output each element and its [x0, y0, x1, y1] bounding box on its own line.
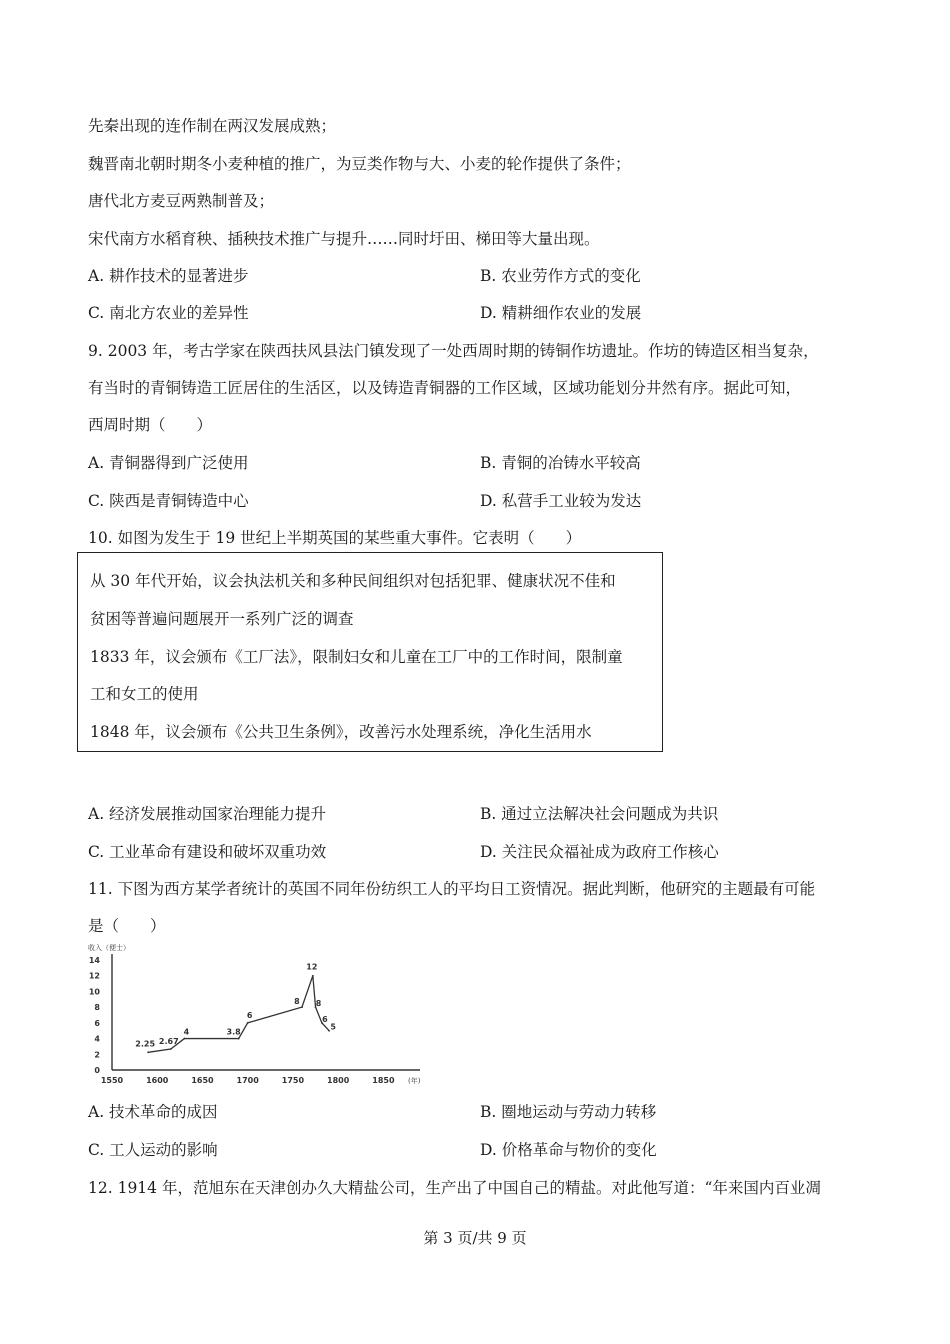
- wage-line-chart: [88, 942, 428, 1090]
- q8-option-a[interactable]: A. 耕作技术的显著进步: [88, 267, 249, 285]
- q8-option-b[interactable]: B. 农业劳作方式的变化: [480, 267, 641, 285]
- q10-option-b[interactable]: B. 通过立法解决社会问题成为共识: [480, 805, 719, 823]
- x-tick-label: 1550: [100, 1076, 124, 1085]
- q9-stem-line-3: 西周时期（ ）: [88, 416, 213, 434]
- q11-option-b[interactable]: B. 圈地运动与劳动力转移: [480, 1103, 657, 1121]
- y-tick-label: 14: [88, 956, 100, 965]
- q9-option-a[interactable]: A. 青铜器得到广泛使用: [88, 454, 249, 472]
- q9-option-b[interactable]: B. 青铜的冶铸水平较高: [480, 454, 641, 472]
- x-tick-label: 1850: [372, 1076, 395, 1085]
- q11-stem-line-2: 是（ ）: [88, 917, 166, 935]
- x-tick-label: 1600: [146, 1076, 169, 1085]
- data-label: 2.25: [135, 1039, 156, 1049]
- q12-stem-line-1: 12. 1914 年，范旭东在天津创办久大精盐公司，生产出了中国自己的精盐。对此他写道：“年来国内百业凋: [88, 1179, 821, 1197]
- q8-material-line-1: 先秦出现的连作制在两汉发展成熟；: [88, 117, 337, 135]
- wage-data-point: [301, 1006, 303, 1008]
- y-tick-label: 2: [94, 1050, 100, 1060]
- y-tick-label: 6: [94, 1018, 100, 1028]
- q10-box-line-5: 1848 年，议会颁布《公共卫生条例》，改善污水处理系统，净化生活用水: [90, 723, 592, 741]
- q10-box-line-4: 工和女工的使用: [90, 685, 199, 703]
- data-label: 4: [183, 1027, 190, 1037]
- q11-option-c[interactable]: C. 工人运动的影响: [88, 1141, 218, 1159]
- q10-option-a[interactable]: A. 经济发展推动国家治理能力提升: [88, 805, 327, 823]
- q8-option-d[interactable]: D. 精耕细作农业的发展: [480, 304, 642, 322]
- data-label: 6: [322, 1014, 328, 1024]
- q8-material-line-4: 宋代南方水稻育秧、插秧技术推广与提升……同时圩田、梯田等大量出现。: [88, 230, 600, 248]
- q10-stem: 10. 如图为发生于 19 世纪上半期英国的某些重大事件。它表明（ ）: [88, 529, 582, 547]
- q10-option-d[interactable]: D. 关注民众福祉成为政府工作核心: [480, 843, 719, 861]
- chart-labels: [88, 943, 421, 1085]
- y-tick-label: 4: [94, 1034, 100, 1044]
- wage-data-point: [247, 1022, 249, 1024]
- data-label: 3.8: [226, 1027, 241, 1037]
- wage-data-point: [238, 1038, 240, 1040]
- wage-data-point: [312, 975, 314, 977]
- q10-box-line-3: 1833 年，议会颁布《工厂法》，限制妇女和儿童在工厂中的工作时间，限制童: [90, 648, 623, 666]
- x-tick-label: 1750: [281, 1076, 305, 1085]
- q9-stem-line-1: 9. 2003 年，考古学家在陕西扶风县法门镇发现了一处西周时期的铸铜作坊遗址。作坊的铸造区相当复杂，: [88, 342, 819, 360]
- q8-option-c[interactable]: C. 南北方农业的差异性: [88, 304, 249, 322]
- q9-option-d[interactable]: D. 私营手工业较为发达: [480, 492, 642, 510]
- data-label: 12: [306, 962, 318, 972]
- y-axis-label: 收入（便士）: [88, 944, 130, 952]
- wage-data-point: [147, 1051, 149, 1053]
- q9-stem-line-2: 有当时的青铜铸造工匠居住的生活区，以及铸造青铜器的工作区域，区域功能划分井然有序。据此可知，: [88, 379, 802, 397]
- q10-box-line-1: 从 30 年代开始，议会执法机关和多种民间组织对包括犯罪、健康状况不佳和: [90, 572, 616, 590]
- q8-material-line-2: 魏晋南北朝时期冬小麦种植的推广，为豆类作物与大、小麦的轮作提供了条件；: [88, 155, 631, 173]
- data-label: 5: [330, 1022, 336, 1032]
- x-axis-unit-label: (年): [408, 1077, 421, 1085]
- x-tick-label: 1650: [191, 1076, 214, 1085]
- page-footer: 第 3 页/共 9 页: [423, 1229, 527, 1247]
- q11-option-d[interactable]: D. 价格革命与物价的变化: [480, 1141, 657, 1159]
- data-label: 8: [294, 997, 300, 1007]
- q10-material-box: [77, 552, 663, 752]
- data-label: 6: [246, 1010, 253, 1020]
- y-tick-label: 12: [88, 971, 100, 981]
- q10-box-line-2: 贫困等普遍问题展开一系列广泛的调查: [90, 610, 354, 628]
- chart-axes: [112, 954, 420, 1070]
- y-tick-label: 0: [94, 1066, 100, 1075]
- q10-option-c[interactable]: C. 工业革命有建设和破坏双重功效: [88, 843, 327, 861]
- q9-option-c[interactable]: C. 陕西是青铜铸造中心: [88, 492, 249, 510]
- q11-option-a[interactable]: A. 技术革命的成因: [88, 1103, 218, 1121]
- y-tick-label: 10: [88, 987, 100, 997]
- q8-material-line-3: 唐代北方麦豆两熟制普及；: [88, 192, 275, 210]
- y-tick-label: 8: [94, 1003, 100, 1013]
- chart-ticks: [89, 956, 395, 1085]
- wage-data-point: [183, 1038, 185, 1040]
- wage-data-point: [170, 1048, 172, 1050]
- q11-stem-line-1: 11. 下图为西方某学者统计的英国不同年份纺织工人的平均日工资情况。据此判断，他研究的主题最有可能: [88, 880, 816, 898]
- data-label: 8: [315, 999, 322, 1009]
- x-tick-label: 1700: [236, 1076, 259, 1085]
- x-tick-label: 1800: [327, 1076, 350, 1085]
- data-label: 2.67: [158, 1037, 179, 1047]
